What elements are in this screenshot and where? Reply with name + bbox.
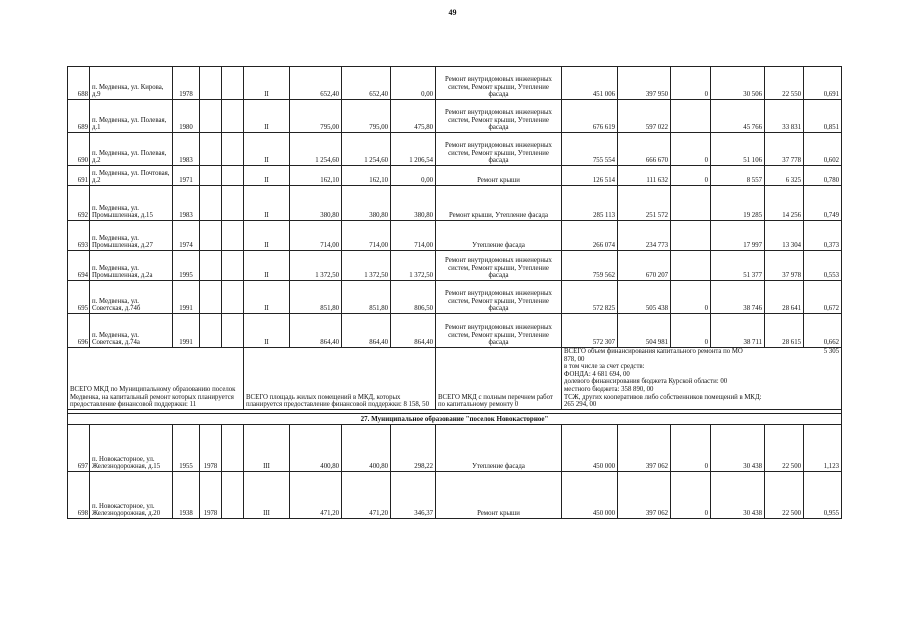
owners-funds-cell: 28 641 [765,281,804,314]
table-row [68,314,842,348]
class-cell: II [244,281,290,314]
work-types-cell: Ремонт крыши, Утепление фасада [436,186,562,221]
table-row [68,251,842,281]
reconstruction-year-cell [200,133,222,166]
residential-area-cell: 162,10 [342,166,391,186]
financing-line: ФОНДА: 4 681 694, 00 [564,370,630,378]
residential-area-cell: 1 254,60 [342,133,391,166]
empty-cell [222,67,244,100]
summary-total-buildings: ВСЕГО МКД по Муниципальному образованию поселок Медвенка, на капитальный ремонт которых планируется предоставление финансовой поддержки: 11 [68,348,244,410]
unit-cost-cell: 0,851 [804,100,842,133]
year-built-cell: 1974 [173,221,200,251]
regional-budget-cell [671,221,711,251]
table-row [68,221,842,251]
total-area-cell: 714,00 [290,221,342,251]
row-number: 691 [68,166,90,186]
summary-total-area: ВСЕГО площадь жилых помещений в МКД, которых планируется предоставление финансовой поддержки: 8 158, 50 [244,348,436,410]
owners-funds-cell: 14 256 [765,186,804,221]
address-cell: п. Медвенка, ул. Полевая, д.2 [90,133,173,166]
residential-area-cell: 714,00 [342,221,391,251]
fund-cost-cell: 397 950 [618,67,671,100]
row-number: 693 [68,221,90,251]
row-number: 694 [68,251,90,281]
empty-cell [222,221,244,251]
reconstruction-year-cell [200,100,222,133]
owners-funds-cell: 33 831 [765,100,804,133]
work-types-cell: Ремонт внутридомовых инженерных систем, Ремонт крыши, Утепление фасада [436,281,562,314]
financing-line: ТСЖ, других кооперативов либо собственников помещений в МКД: [564,393,762,401]
class-cell: II [244,67,290,100]
owners-funds-cell: 37 778 [765,133,804,166]
local-budget-cell: 51 106 [711,133,765,166]
unit-cost-cell: 1,123 [804,424,842,471]
local-budget-cell: 38 746 [711,281,765,314]
address-cell: п. Медвенка, ул. Советская, д.74б [90,281,173,314]
empty-cell [222,133,244,166]
fund-cost-cell: 397 062 [618,471,671,518]
work-types-cell: Ремонт внутридомовых инженерных систем, Ремонт крыши, Утепление фасада [436,133,562,166]
financing-line: в том числе за счет средств: [564,363,645,371]
owners-funds-cell: 37 978 [765,251,804,281]
table-row [68,471,842,518]
local-budget-cell: 45 766 [711,100,765,133]
repair-program-table [67,66,842,519]
table-row [68,424,842,471]
private-area-cell: 714,00 [391,221,436,251]
fund-cost-cell: 111 632 [618,166,671,186]
work-types-cell: Ремонт внутридомовых инженерных систем, Ремонт крыши, Утепление фасада [436,100,562,133]
empty-cell [222,186,244,221]
unit-cost-cell: 0,602 [804,133,842,166]
table-row [68,186,842,221]
private-area-cell: 0,00 [391,166,436,186]
summary-financing [562,348,842,410]
work-types-cell: Утепление фасада [436,221,562,251]
reconstruction-year-cell [200,314,222,348]
owners-funds-cell: 22 500 [765,424,804,471]
table-row [68,281,842,314]
regional-budget-cell: 0 [671,166,711,186]
year-built-cell: 1938 [173,471,200,518]
regional-budget-cell: 0 [671,314,711,348]
year-built-cell: 1978 [173,67,200,100]
total-cost-cell: 266 074 [562,221,618,251]
regional-budget-cell: 0 [671,67,711,100]
total-area-cell: 380,80 [290,186,342,221]
total-area-cell: 471,20 [290,471,342,518]
address-cell: п. Новокасторное, ул. Железнодорожная, д.15 [90,424,173,471]
class-cell: II [244,100,290,133]
financing-line: 265 294, 00 [564,401,597,409]
total-cost-cell: 450 000 [562,424,618,471]
total-area-cell: 851,80 [290,281,342,314]
address-cell: п. Медвенка, ул. Почтовая, д.2 [90,166,173,186]
row-number: 689 [68,100,90,133]
total-cost-cell: 676 619 [562,100,618,133]
address-cell: п. Медвенка, ул. Промышленная, д.15 [90,186,173,221]
address-cell: п. Медвенка, ул. Советская, д.74а [90,314,173,348]
total-cost-cell: 759 562 [562,251,618,281]
table-row [68,133,842,166]
private-area-cell: 864,40 [391,314,436,348]
class-cell: II [244,251,290,281]
private-area-cell: 1 206,54 [391,133,436,166]
financing-line: 878, 00 [564,355,585,363]
financing-value: 5 305 [823,348,839,355]
reconstruction-year-cell [200,251,222,281]
section-header-row [68,413,842,424]
regional-budget-cell: 0 [671,133,711,166]
class-cell: III [244,424,290,471]
local-budget-cell: 30 438 [711,424,765,471]
financing-heading: ВСЕГО объем финансирования капитального ремонта по МО [564,348,743,355]
fund-cost-cell: 504 981 [618,314,671,348]
unit-cost-cell: 0,955 [804,471,842,518]
fund-cost-cell: 234 773 [618,221,671,251]
address-cell: п. Медвенка, ул. Кирова, д.9 [90,67,173,100]
row-number: 697 [68,424,90,471]
local-budget-cell: 30 506 [711,67,765,100]
residential-area-cell: 380,80 [342,186,391,221]
total-area-cell: 864,40 [290,314,342,348]
summary-row [68,348,842,410]
residential-area-cell: 652,40 [342,67,391,100]
unit-cost-cell: 0,749 [804,186,842,221]
regional-budget-cell [671,100,711,133]
work-types-cell: Утепление фасада [436,424,562,471]
total-area-cell: 1 254,60 [290,133,342,166]
private-area-cell: 380,80 [391,186,436,221]
unit-cost-cell: 0,672 [804,281,842,314]
financing-line: местного бюджета: 358 890, 00 [564,386,654,394]
reconstruction-year-cell [200,166,222,186]
row-number: 688 [68,67,90,100]
residential-area-cell: 471,20 [342,471,391,518]
total-cost-cell: 572 825 [562,281,618,314]
private-area-cell: 0,00 [391,67,436,100]
reconstruction-year-cell [200,186,222,221]
row-number: 695 [68,281,90,314]
year-built-cell: 1983 [173,186,200,221]
work-types-cell: Ремонт внутридомовых инженерных систем, Ремонт крыши, Утепление фасада [436,67,562,100]
address-cell: п. Новокасторное, ул. Железнодорожная, д.20 [90,471,173,518]
regional-budget-cell: 0 [671,471,711,518]
total-cost-cell: 451 006 [562,67,618,100]
local-budget-cell: 38 711 [711,314,765,348]
total-cost-cell: 450 000 [562,471,618,518]
page-number: 49 [448,8,457,17]
class-cell: II [244,314,290,348]
fund-cost-cell: 251 572 [618,186,671,221]
fund-cost-cell: 397 062 [618,424,671,471]
financing-line: долевого финансирования бюджета Курской области: 00 [564,378,728,386]
empty-cell [222,251,244,281]
table-row [68,67,842,100]
fund-cost-cell: 505 438 [618,281,671,314]
private-area-cell: 298,22 [391,424,436,471]
empty-cell [222,424,244,471]
residential-area-cell: 400,80 [342,424,391,471]
total-cost-cell: 755 554 [562,133,618,166]
private-area-cell: 1 372,50 [391,251,436,281]
private-area-cell: 475,80 [391,100,436,133]
class-cell: II [244,221,290,251]
empty-cell [222,471,244,518]
local-budget-cell: 17 997 [711,221,765,251]
regional-budget-cell: 0 [671,424,711,471]
unit-cost-cell: 0,691 [804,67,842,100]
address-cell: п. Медвенка, ул. Промышленная, д.2а [90,251,173,281]
year-built-cell: 1991 [173,281,200,314]
local-budget-cell: 30 438 [711,471,765,518]
total-cost-cell: 572 307 [562,314,618,348]
summary-full-scope: ВСЕГО МКД с полным перечнем работ по капитальному ремонту 0 [436,348,562,410]
reconstruction-year-cell: 1978 [200,424,222,471]
residential-area-cell: 851,80 [342,281,391,314]
unit-cost-cell: 0,662 [804,314,842,348]
residential-area-cell: 864,40 [342,314,391,348]
total-cost-cell: 285 113 [562,186,618,221]
regional-budget-cell: 0 [671,281,711,314]
work-types-cell: Ремонт внутридомовых инженерных систем, Ремонт крыши, Утепление фасада [436,314,562,348]
residential-area-cell: 795,00 [342,100,391,133]
reconstruction-year-cell [200,281,222,314]
empty-cell [222,281,244,314]
work-types-cell: Ремонт внутридомовых инженерных систем, Ремонт крыши, Утепление фасада [436,251,562,281]
owners-funds-cell: 22 500 [765,471,804,518]
total-area-cell: 1 372,50 [290,251,342,281]
total-area-cell: 162,10 [290,166,342,186]
total-area-cell: 400,80 [290,424,342,471]
year-built-cell: 1971 [173,166,200,186]
reconstruction-year-cell [200,221,222,251]
fund-cost-cell: 597 022 [618,100,671,133]
local-budget-cell: 51 377 [711,251,765,281]
reconstruction-year-cell [200,67,222,100]
empty-cell [222,166,244,186]
owners-funds-cell: 22 550 [765,67,804,100]
table-row [68,100,842,133]
row-number: 696 [68,314,90,348]
fund-cost-cell: 666 670 [618,133,671,166]
owners-funds-cell: 13 304 [765,221,804,251]
empty-cell [222,100,244,133]
empty-cell [222,314,244,348]
year-built-cell: 1983 [173,133,200,166]
work-types-cell: Ремонт крыши [436,166,562,186]
year-built-cell: 1980 [173,100,200,133]
local-budget-cell: 19 285 [711,186,765,221]
class-cell: II [244,166,290,186]
private-area-cell: 806,50 [391,281,436,314]
owners-funds-cell: 6 325 [765,166,804,186]
private-area-cell: 346,37 [391,471,436,518]
class-cell: II [244,186,290,221]
reconstruction-year-cell: 1978 [200,471,222,518]
work-types-cell: Ремонт крыши [436,471,562,518]
address-cell: п. Медвенка, ул. Полевая, д.1 [90,100,173,133]
year-built-cell: 1955 [173,424,200,471]
total-area-cell: 652,40 [290,67,342,100]
total-cost-cell: 126 514 [562,166,618,186]
class-cell: II [244,133,290,166]
row-number: 698 [68,471,90,518]
regional-budget-cell [671,186,711,221]
local-budget-cell: 8 557 [711,166,765,186]
year-built-cell: 1991 [173,314,200,348]
unit-cost-cell: 0,780 [804,166,842,186]
row-number: 690 [68,133,90,166]
owners-funds-cell: 28 615 [765,314,804,348]
row-number: 692 [68,186,90,221]
year-built-cell: 1995 [173,251,200,281]
residential-area-cell: 1 372,50 [342,251,391,281]
section-title: 27. Муниципальное образование "поселок Новокасторное" [68,413,842,424]
regional-budget-cell [671,251,711,281]
unit-cost-cell: 0,553 [804,251,842,281]
fund-cost-cell: 670 207 [618,251,671,281]
total-area-cell: 795,00 [290,100,342,133]
unit-cost-cell: 0,373 [804,221,842,251]
address-cell: п. Медвенка, ул. Промышленная, д.27 [90,221,173,251]
class-cell: III [244,471,290,518]
table-row [68,166,842,186]
